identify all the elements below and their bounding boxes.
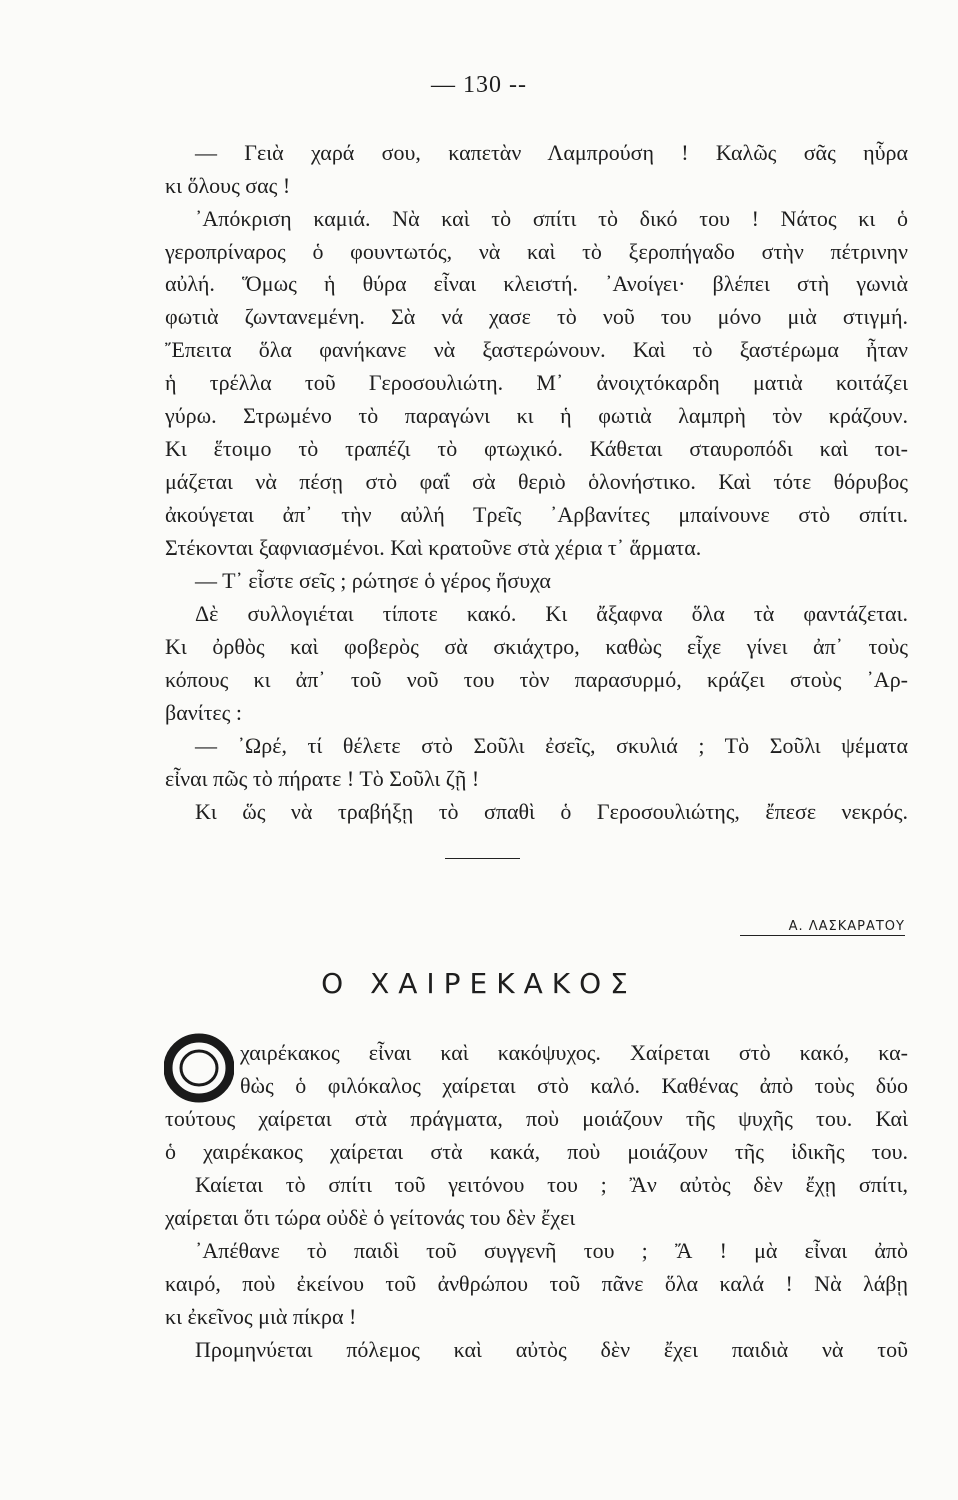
- text-line: ὁ χαιρέκακος χαίρεται στὰ κακά, ποὺ μοιάζουν τῆς ἰδικῆς του.: [165, 1139, 908, 1164]
- text-line: — Γειὰ χαρά σου, καπετὰν Λαμπρούση ! Καλῶς σᾶς ηὗρα: [195, 140, 908, 165]
- text-line: — Τ᾿ εἶστε σεῖς ; ρώτησε ὁ γέρος ἥσυχα: [195, 568, 551, 593]
- drop-cap-o: [164, 1033, 234, 1103]
- section-divider: [445, 858, 520, 859]
- text-line: τούτους χαίρεται στὰ πράγματα, ποὺ μοιάζουν τῆς ψυχῆς του. Καὶ: [165, 1106, 908, 1131]
- story-title: Ο ΧΑΙΡΕΚΑΚΟΣ: [321, 967, 637, 1000]
- text-line: ᾿Απέθανε τὸ παιδὶ τοῦ συγγενῆ του ; Ἄ ! μὰ εἶναι ἀπὸ: [195, 1238, 908, 1263]
- text-line: μάζεται νὰ πέσῃ στὸ φαΐ σὰ θεριὸ ὁλονήστικο. Καὶ τότε θόρυβος: [165, 469, 908, 494]
- text-line: γύρω. Στρωμένο τὸ παραγώνι κι ἡ φωτιὰ λαμπρὴ τὸν κράζουν.: [165, 403, 908, 428]
- text-line: Προμηνύεται πόλεμος καὶ αὐτὸς δὲν ἔχει παιδιὰ νὰ τοῦ: [195, 1337, 908, 1362]
- text-line: Ἔπειτα ὅλα φανήκανε νὰ ξαστερώνουν. Καὶ τὸ ξαστέρωμα ἦταν: [165, 337, 908, 362]
- text-line: βανίτες :: [165, 700, 242, 725]
- text-line: χαίρεται ὅτι τώρα οὐδὲ ὁ γείτονάς του δὲν ἔχει: [165, 1205, 576, 1230]
- text-line: Κι ἕτοιμο τὸ τραπέζι τὸ φτωχικό. Κάθεται σταυροπόδι καὶ τοι-: [165, 436, 908, 461]
- text-line: κι ὅλους σας !: [165, 173, 291, 198]
- page-number: — 130 --: [431, 72, 527, 98]
- text-line: κόπους κι ἀπ᾿ τοῦ νοῦ του τὸν παρασυρμό, κράζει στοὺς ᾿Αρ-: [165, 667, 908, 692]
- text-line: Στέκονται ξαφνιασμένοι. Καὶ κρατοῦνε στὰ χέρια τ᾿ ἅρματα.: [165, 535, 702, 560]
- author-name: Α. ΛΑΣΚΑΡΑΤΟΥ: [740, 919, 905, 936]
- text-line: — ᾿Ωρέ, τί θέλετε στὸ Σοῦλι ἐσεῖς, σκυλιά ; Τὸ Σοῦλι ψέματα: [195, 733, 908, 758]
- text-line: καιρό, ποὺ ἐκείνου τοῦ ἀνθρώπου τοῦ πᾶνε ὅλα καλά ! Νὰ λάβῃ: [165, 1271, 908, 1296]
- text-line: ἡ τρέλλα τοῦ Γεροσουλιώτη. Μ᾿ ἀνοιχτόκαρδη ματιὰ κοιτάζει: [165, 370, 908, 395]
- text-line: Καίεται τὸ σπίτι τοῦ γειτόνου του ; Ἂν αὐτὸς δὲν ἔχῃ σπίτι,: [195, 1172, 908, 1197]
- text-line: ἀκούγεται ἀπ᾿ τὴν αὐλή Τρεῖς ᾿Αρβανίτες μπαίνουνε στὸ σπίτι.: [165, 502, 908, 527]
- text-line: εἶναι πῶς τὸ πήρατε ! Τὸ Σοῦλι ζῇ !: [165, 766, 480, 791]
- text-line: φωτιὰ ζωντανεμένη. Σὰ νά χασε τὸ νοῦ του μόνο μιὰ στιγμή.: [165, 304, 908, 329]
- text-line: γεροπρίναρος ὁ φουντωτός, νὰ καὶ τὸ ξεροπήγαδο στὴν πέτρινην: [165, 239, 908, 264]
- text-line: θὼς ὁ φιλόκαλος χαίρεται στὸ καλό. Καθένας ἀπὸ τοὺς δύο: [240, 1073, 908, 1098]
- text-line: Κι ὥς νὰ τραβήξῃ τὸ σπαθὶ ὁ Γεροσουλιώτης, ἔπεσε νεκρός.: [195, 799, 908, 824]
- text-line: Κι ὀρθὸς καὶ φοβερὸς σὰ σκιάχτρο, καθὼς εἶχε γίνει ἀπ᾿ τοὺς: [165, 634, 908, 659]
- text-line: ᾿Απόκριση καμιά. Νὰ καὶ τὸ σπίτι τὸ δικό του ! Νάτος κι ὁ: [195, 206, 908, 231]
- text-line: κι ἐκεῖνος μιὰ πίκρα !: [165, 1304, 357, 1329]
- text-line: χαιρέκακος εἶναι καὶ κακόψυχος. Χαίρεται στὸ κακό, κα-: [240, 1040, 908, 1065]
- text-line: Δὲ συλλογιέται τίποτε κακό. Κι ἄξαφνα ὅλα τὰ φαντάζεται.: [195, 601, 908, 626]
- text-line: αὐλή. Ὅμως ἡ θύρα εἶναι κλειστή. ᾿Ανοίγει· βλέπει στὴ γωνιὰ: [165, 271, 908, 296]
- drop-cap-letter-icon: [164, 1033, 234, 1103]
